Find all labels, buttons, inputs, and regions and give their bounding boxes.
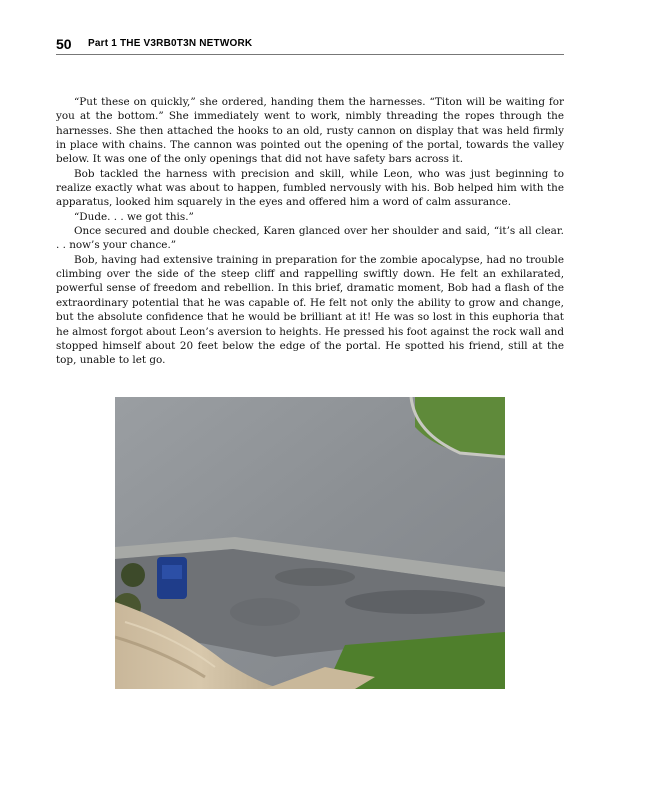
- page-number: 50: [56, 36, 72, 52]
- running-header: [56, 36, 564, 55]
- paragraph: Bob, having had extensive training in preparation for the zombie apocalypse, had no trouble climbing over the side of the steep cliff and rappelling swiftly down. He felt an exhilarated, powerful sense of freedom and rebellion. In this brief, dramatic moment, Bob had a flash of the extraordinary potential that he was capable of. He felt not only the ability to grow and change, but the absolute confidence that he would be brilliant at it! He was so lost in this euphoria that he almost forgot about Leon’s aversion to heights. He pressed his foot against the rock wall and stopped himself about 20 feet below the edge of the portal. He spotted his friend, still at the top, unable to let go.: [56, 253, 564, 367]
- running-title: Part 1 THE V3RB0T3N NETWORK: [88, 38, 253, 49]
- paragraph: Once secured and double checked, Karen glanced over her shoulder and said, “it’s all clear. . . now’s your chance.”: [56, 225, 564, 252]
- body-text: [56, 95, 564, 368]
- paragraph: Bob tackled the harness with precision and skill, while Leon, who was just beginning to realize exactly what was about to happen, fumbled nervously with his. Bob helped him with the apparatus, looked him squarely in the eyes and offered him a word of calm assurance.: [56, 167, 564, 209]
- paragraph: “Dude. . . we got this.”: [74, 210, 194, 223]
- paragraph: “Put these on quickly,” she ordered, handing them the harnesses. “Titon will be waiting for you at the bottom.” She immediately went to work, nimbly threading the ropes through the harnesses. She then attached the hooks to an old, rusty cannon on display that was held firmly in place with chains. The cannon was pointed out the opening of the portal, towards the valley below. It was one of the only openings that did not have safety bars across it.: [56, 96, 564, 166]
- cliff-view-photo: [115, 397, 505, 689]
